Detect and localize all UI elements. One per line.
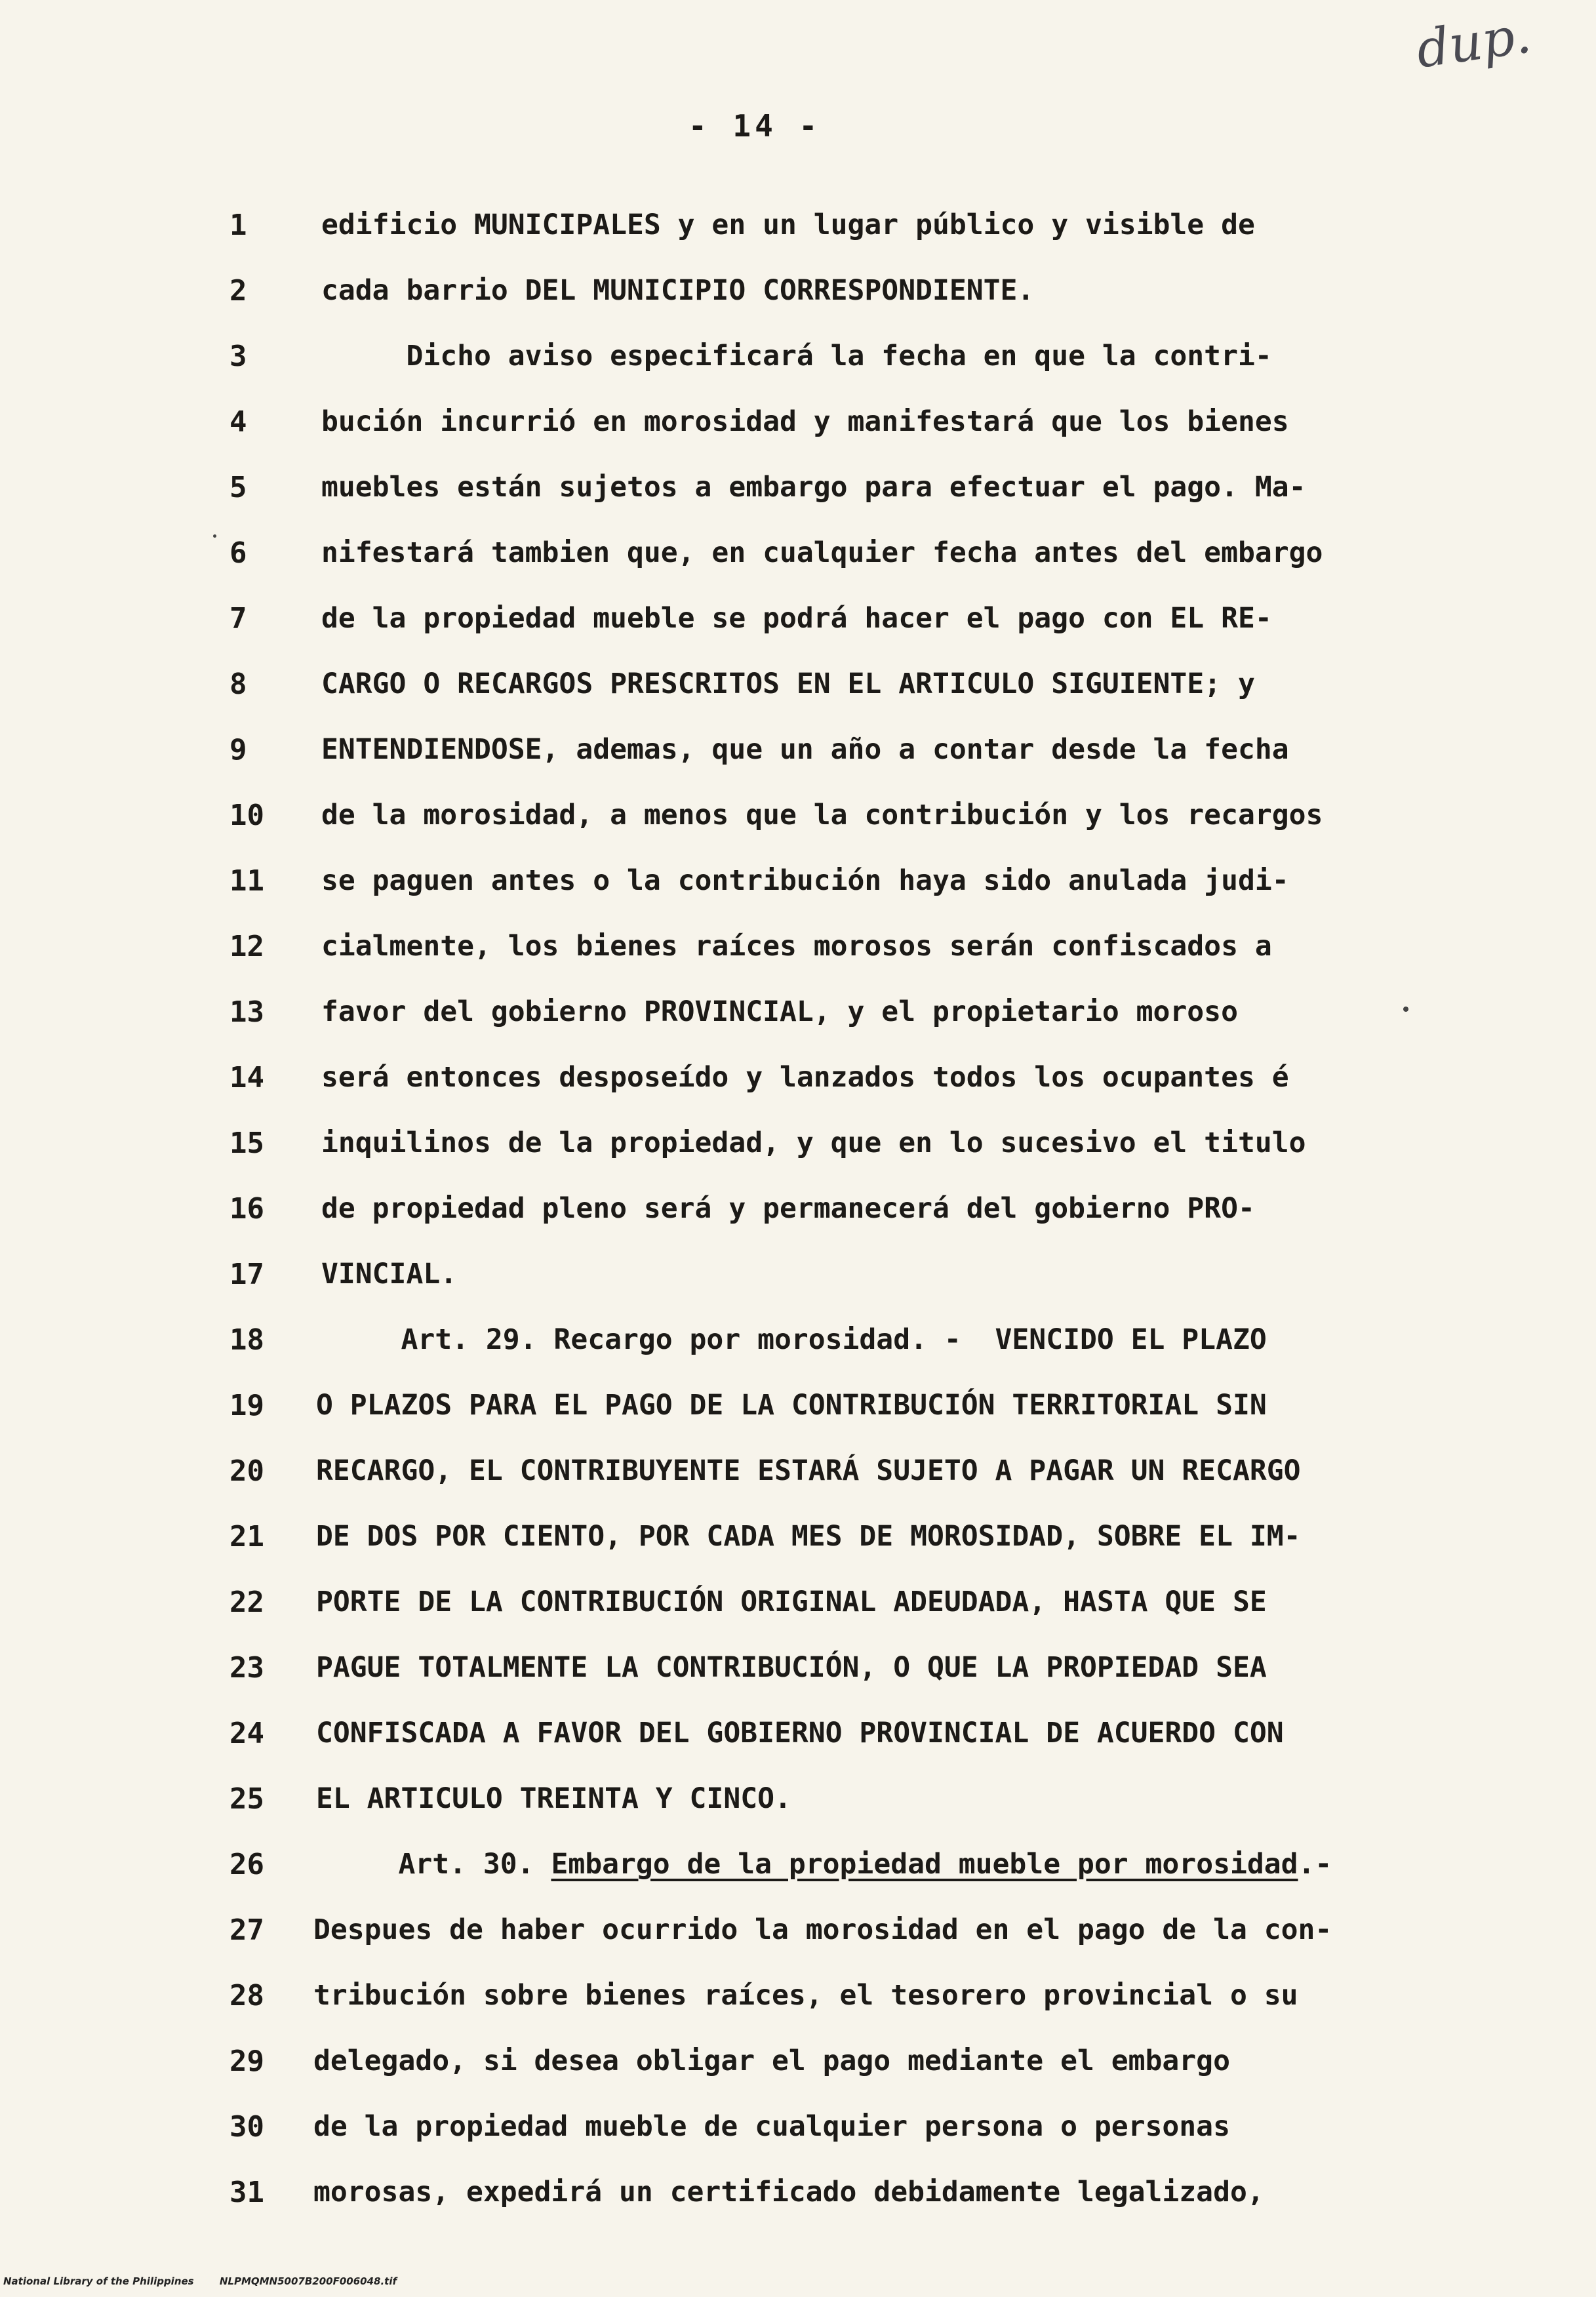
line-number: 26 [229,1847,264,1881]
underlined-article-title: Embargo de la propiedad mueble por morosidad [551,1848,1298,1881]
text-line [0,1710,1596,1756]
line-text: de la morosidad, a menos que la contribución y los recargos [321,799,1323,831]
line-text: de la propiedad mueble de cualquier persona o personas [313,2110,1230,2143]
line-number: 10 [229,798,264,832]
line-number: 22 [229,1585,264,1619]
text-line [0,1972,1596,2018]
line-text: favor del gobierno PROVINCIAL, y el propietario moroso [321,995,1238,1028]
line-text: CONFISCADA A FAVOR DEL GOBIERNO PROVINCIAL DE ACUERDO CON [316,1717,1284,1749]
line-number: 17 [229,1257,264,1291]
line-number: 27 [229,1913,264,1947]
line-text: cada barrio DEL MUNICIPIO CORRESPONDIENTE. [321,274,1035,307]
text-line [0,858,1596,904]
line-text: de la propiedad mueble se podrá hacer el pago con EL RE- [321,602,1272,635]
line-number: 7 [229,601,247,635]
text-line [0,595,1596,641]
line-text: morosas, expedirá un certificado debidamente legalizado, [313,2176,1264,2208]
line-text: inquilinos de la propiedad, y que en lo sucesivo el titulo [321,1127,1306,1159]
text-line [0,792,1596,838]
line-text: de propiedad pleno será y permanecerá del gobierno PRO- [321,1192,1255,1225]
line-text: VINCIAL. [321,1258,458,1290]
text-line [0,1186,1596,1231]
line-number: 19 [229,1388,264,1422]
text-line [0,530,1596,576]
line-text: cialmente, los bienes raíces morosos serán confiscados a [321,930,1272,963]
line-text: PAGUE TOTALMENTE LA CONTRIBUCIÓN, O QUE LA PROPIEDAD SEA [316,1651,1267,1684]
line-text [313,1848,1332,1881]
paper-speck [1403,1007,1408,1012]
text-line [0,1645,1596,1690]
scan-filename: NLPMQMN5007B200F006048.tif [219,2275,397,2287]
text-line [0,1448,1596,1494]
text-line [0,727,1596,772]
line-text: nifestará tambien que, en cualquier fecha antes del embargo [321,536,1323,569]
line-text: Art. 29. Recargo por morosidad. - VENCIDO EL PLAZO [316,1323,1267,1356]
text-line [0,1579,1596,1625]
line-number: 30 [229,2109,264,2144]
line-text: delegado, si desea obligar el pago mediante el embargo [313,2045,1230,2077]
line-number: 16 [229,1191,264,1226]
text-line [0,661,1596,707]
line-number: 9 [229,732,247,767]
line-number: 12 [229,929,264,963]
text-line [0,923,1596,969]
line-text: bución incurrió en morosidad y manifestará que los bienes [321,405,1289,438]
line-number: 28 [229,1978,264,2012]
text-line [0,2038,1596,2084]
line-text: ENTENDIENDOSE, ademas, que un año a contar desde la fecha [321,733,1289,766]
line-number: 15 [229,1126,264,1160]
scan-footer [3,2275,419,2287]
page-number: - 14 - [688,108,822,144]
line-number: 14 [229,1060,264,1094]
line-number: 31 [229,2175,264,2209]
line-number: 11 [229,864,264,898]
text-line [0,399,1596,445]
corner-handwritten-annotation: dup. [1412,5,1535,80]
line-text: muebles están sujetos a embargo para efectuar el pago. Ma- [321,471,1306,504]
line-text: Despues de haber ocurrido la morosidad en el pago de la con- [313,1913,1332,1946]
article-heading: Art. 30. [313,1848,551,1881]
line-text: EL ARTICULO TREINTA Y CINCO. [316,1782,791,1815]
line-text: tribución sobre bienes raíces, el tesorero provincial o su [313,1979,1298,2012]
line-number: 6 [229,536,247,570]
article-title-punctuation: .- [1298,1848,1332,1881]
line-number: 2 [229,273,247,308]
text-line [0,1513,1596,1559]
line-number: 20 [229,1454,264,1488]
line-number: 24 [229,1716,264,1750]
line-text: DE DOS POR CIENTO, POR CADA MES DE MOROSIDAD, SOBRE EL IM- [316,1520,1301,1553]
line-number: 21 [229,1519,264,1553]
text-line [0,333,1596,379]
text-line [0,1251,1596,1297]
text-line [0,1841,1596,1887]
library-credit: National Library of the Philippines [3,2275,194,2287]
text-line [0,1120,1596,1166]
line-text: será entonces desposeído y lanzados todos los ocupantes é [321,1061,1289,1094]
line-number: 5 [229,470,247,504]
line-text: se paguen antes o la contribución haya sido anulada judi- [321,864,1289,897]
line-text: PORTE DE LA CONTRIBUCIÓN ORIGINAL ADEUDADA, HASTA QUE SE [316,1586,1267,1618]
line-text: Dicho aviso especificará la fecha en que la contri- [321,340,1272,372]
line-number: 4 [229,405,247,439]
line-number: 13 [229,995,264,1029]
text-line [0,464,1596,510]
text-line [0,989,1596,1035]
line-number: 3 [229,339,247,373]
line-number: 25 [229,1782,264,1816]
text-line [0,1317,1596,1363]
text-line [0,268,1596,313]
paper-speck [213,534,216,538]
text-line [0,202,1596,248]
line-text: edificio MUNICIPALES y en un lugar público y visible de [321,209,1255,241]
line-number: 18 [229,1323,264,1357]
text-line [0,1907,1596,1953]
line-number: 23 [229,1650,264,1685]
text-line [0,1382,1596,1428]
line-text: RECARGO, EL CONTRIBUYENTE ESTARÁ SUJETO A PAGAR UN RECARGO [316,1454,1301,1487]
line-text: CARGO O RECARGOS PRESCRITOS EN EL ARTICULO SIGUIENTE; y [321,668,1255,700]
line-number: 8 [229,667,247,701]
line-number: 1 [229,208,247,242]
text-line [0,2169,1596,2215]
text-line [0,1054,1596,1100]
text-line [0,1776,1596,1822]
line-number: 29 [229,2044,264,2078]
text-line [0,2104,1596,2149]
line-text: O PLAZOS PARA EL PAGO DE LA CONTRIBUCIÓN TERRITORIAL SIN [316,1389,1267,1422]
